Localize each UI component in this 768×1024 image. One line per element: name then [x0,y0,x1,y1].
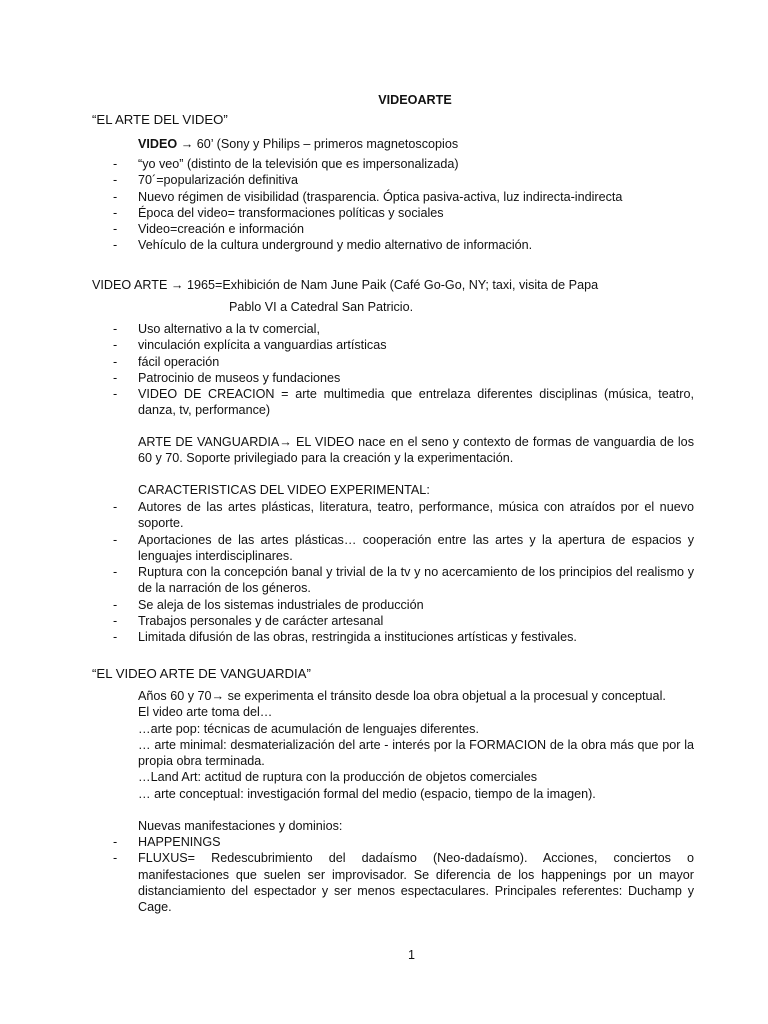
page-number: 1 [408,948,416,962]
video-definition-line [138,136,458,152]
list-item: - Video=creación e información [113,222,305,237]
body-line: …arte pop: técnicas de acumulación de lenguajes diferentes. [138,721,479,736]
list-item: - Época del video= transformaciones políticas y sociales [113,205,444,220]
video-arte-line-continued: Pablo VI a Catedral San Patricio. [229,300,414,314]
caracteristicas-heading: CARACTERISTICAS DEL VIDEO EXPERIMENTAL: [138,483,430,497]
list-item: - Vehículo de la cultura underground y medio alternativo de información. [113,238,533,253]
list-item: - Trabajos personales y de carácter artesanal [113,614,384,629]
nuevas-manifestaciones-heading: Nuevas manifestaciones y dominios: [138,819,343,833]
section2-list [113,321,694,419]
body-line: …Land Art: actitud de ruptura con la producción de objetos comerciales [138,770,538,785]
list-item: - fácil operación [113,354,220,369]
section-heading-arte-del-video: “EL ARTE DEL VIDEO” [92,112,228,127]
section-heading-video-arte-de-vanguardia: “EL VIDEO ARTE DE VANGUARDIA” [92,666,311,681]
list-item: - “yo veo” (distinto de la televisión que es impersonalizada) [113,157,459,171]
body-line: El video arte toma del… [138,705,273,720]
document-title: VIDEOARTE [378,93,452,107]
video-arte-line: VIDEO ARTE → 1965=Exhibición de Nam June Paik (Café Go-Go, NY; taxi, visita de Papa [92,278,599,292]
caracteristicas-list [113,499,694,646]
video-label: VIDEO [138,137,178,151]
body-line: … arte conceptual: investigación formal del medio (espacio, tiempo de la imagen). [138,786,596,801]
arte-de-vanguardia-paragraph: ARTE DE VANGUARDIA→ EL VIDEO nace en el seno y contexto de formas de vanguardia de los 60 y 70. Soporte privilegiado para la creación y la experimentación. [138,435,694,466]
list-item: - Patrocinio de museos y fundaciones [113,370,341,385]
list-item: - HAPPENINGS [113,835,221,849]
section3-body [138,688,694,802]
list-item: - Nuevo régimen de visibilidad (trasparencia. Óptica pasiva-activa, luz indirecta-indirecta [113,189,623,204]
body-line: … arte minimal: desmaterialización del arte - interés por la FORMACION de la obra más que por la propia obra terminada. [138,737,694,769]
list-item: - 70´=popularización definitiva [113,173,298,188]
list-item: - Autores de las artes plásticas, literatura, teatro, performance, música con atraídos por el nuevo soporte. [113,500,694,531]
list-item: - Ruptura con la concepción banal y trivial de la tv y no acercamiento de los principios del realismo y de la narración de los géneros. [113,565,694,596]
list-item: - vinculación explícita a vanguardias artísticas [113,338,387,353]
list-item: - Aportaciones de las artes plásticas… cooperación entre las artes y la apertura de espacios y lenguajes interdisciplinares. [113,532,694,563]
list-item: - Uso alternativo a la tv comercial, [113,322,320,336]
video-definition-text: → 60’ (Sony y Philips – primeros magnetoscopios [177,137,459,151]
body-line: Años 60 y 70→ se experimenta el tránsito desde loa obra objetual a la procesual y conceptual. [138,689,666,703]
list-item: - Limitada difusión de las obras, restringida a instituciones artísticas y festivales. [113,630,577,645]
nuevas-manifestaciones-list [113,834,694,915]
section1-list [113,156,698,254]
list-item: - FLUXUS= Redescubrimiento del dadaísmo (Neo-dadaísmo). Acciones, conciertos o manifestaciones que suelen ser improvisador. Se diferencia de los happenings por un mayor distanciamiento del espectador y ser menos espectaculares. Principales referentes: Duchamp y Cage. [113,851,694,915]
list-item: - Se aleja de los sistemas industriales de producción [113,597,424,612]
list-item: - VIDEO DE CREACION = arte multimedia que entrelaza diferentes disciplinas (música, teatro, danza, tv, performance) [113,387,694,418]
